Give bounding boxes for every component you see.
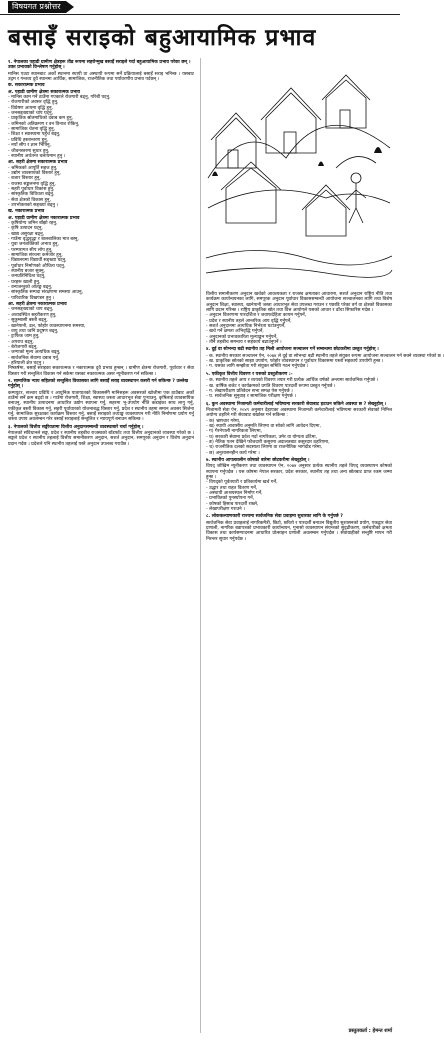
list-item: - क) भ्रष्टाचार गरेमा, bbox=[206, 418, 241, 424]
list-item: - कृषि उत्पादन घट्नु, bbox=[8, 226, 43, 232]
list-item: - श्रमिकको आपूर्ति सहज हुनु, bbox=[8, 165, 58, 171]
question-5-points bbox=[206, 378, 392, 399]
question-8-body: सार्वजनिक सेवा प्रवाहलाई नागरिकमैत्री, छिटो, छरितो र पारदर्शी बनाउन विद्युतीय सुशासनको प्रयोग, एकद्वार सेवा प्रणाली, नागरिक बडापत्रको प्रभावकारी कार्यान्वयन, गुनासो व्यवस्थापन संयन्त्रको सुदृढीकरण, कर्मचारीको क्षमता विकास तथा कार्यसम्पादनमा आधारित प्रोत्साहन प्रणाली अवलम्बन गर्नुपर्दछ । सेवाग्राहीको सन्तुष्टि मापन गरी निरन्तर सुधार गर्नुपर्दछ । bbox=[206, 520, 392, 542]
list-item: - उपभोक्ताको सङ्ख्या बढ्नु । bbox=[8, 202, 59, 208]
list-item: - शिक्षा र स्वास्थ्यमा पहुँच बढ्नु, bbox=[8, 132, 61, 138]
list-item: - अव्यवस्थित सहरीकरण हुनु, bbox=[8, 312, 57, 318]
list-item: - कोषको हिसाब पारदर्शी राख्ने, bbox=[206, 501, 259, 507]
list-item: - ख. प्राकृतिक स्रोतको साझा उपयोग, फोहोर व्यवस्थापन र पूर्वाधार विकासमा यस्तो सहकार्य उपयोगी हुन्छ । bbox=[206, 359, 384, 365]
list-item: - ग) गैरनेपाली नागरिकता लिएमा, bbox=[206, 429, 262, 435]
question-1-body: मानिस एउटा स्थानबाट अर्को स्थानमा स्थायी वा अस्थायी रूपमा सर्ने प्रक्रियालाई बसाइँ सराइ भनिन्छ । यसबाट उद्गम र गन्तव्य दुवै स्थानमा आर्थिक, सामाजिक, राजनीतिक तथा पर्यावरणीय प्रभाव पर्दछन् । bbox=[8, 71, 194, 83]
list-item: - स्थानीय बजार सुक्नु, bbox=[8, 269, 45, 275]
list-item: - च) राजनीतिक दलको सदस्यता लिएमा वा राजनीतिक भागदौड गरेमा, bbox=[206, 445, 323, 451]
list-item: - छ) अनुशासनहीन कार्य गरेमा । bbox=[206, 450, 260, 456]
author-credit: प्रस्तुतकर्ता : हेमन्त शर्मा bbox=[348, 1028, 392, 1034]
list-item: - सुकुम्बासी बस्ती बढ्नु, bbox=[8, 318, 48, 324]
question-4: ४. दुई वा सोभन्दा बढी स्थानीय तह मिली आयोजना सञ्चालन गर्ने सम्बन्धमा छोटकरीमा प्रस्तुत गर्नुहोस् । bbox=[206, 347, 379, 353]
list-item: - उद्योग व्यवसायको विस्तार हुनु, bbox=[8, 170, 61, 176]
section-heading: ख. नकारात्मक प्रभाव bbox=[8, 209, 45, 215]
list-item: - अनुदान वितरणमा पारदर्शिता र जवाफदेहिता कायम गर्नुपर्ने, bbox=[206, 313, 307, 319]
question-5: ५. एकीकृत वित्तीय विवरण र यसको प्रस्तुतीकरण :- bbox=[206, 371, 293, 377]
list-item: - अस्थायी आश्रयस्थल निर्माण गर्ने, bbox=[206, 491, 263, 497]
section-heading: आ. सहरी क्षेत्रमा सकारात्मक प्रभाव bbox=[8, 160, 68, 166]
question-7-body: विपद् जोखिम न्यूनीकरण तथा व्यवस्थापन ऐन, २०७४ अनुसार प्रत्येक स्थानीय तहले विपद् व्यवस्थापन कोषको स्थापना गर्नुपर्दछ । यस कोषमा नेपाल सरकार, प्रदेश सरकार, स्थानीय तह तथा अन्य स्रोतबाट प्राप्त रकम जम्मा हुन्छ । bbox=[206, 464, 392, 480]
question-1: १. नेपालका पहाडी ग्रामीण क्षेत्रहरू तीव्र रूपमा सहरोन्मुख बसाइँ सराइले गर्दा बहुआयामिक प्रभाव परेका छन् । उक्त प्रभावको विश्लेषण गर्नुहोस् । bbox=[8, 60, 191, 71]
list-item: - प्रभावितको पुनर्स्थापना गर्ने, bbox=[206, 496, 255, 502]
question-8: ८. लोककल्याणकारी राज्यमा सार्वजनिक सेवा प्रवाहमा सुधारका लागि के गर्नुपर्छ ? bbox=[206, 514, 343, 520]
list-item: - स्थानीय अर्थतन्त्र चलायमान हुनु । bbox=[8, 153, 66, 159]
question-2-body: कम्पयुटर, सञ्चार प्रविधि र आधुनिक यातायातको विकाससँगै मानिसहरू अवसरको खोजीमा एक ठाउँबाट अर्को ठाउँमा सर्ने क्रम बढ्दो छ । गाउँमा रोजगारी, शिक्षा, स्वास्थ्य जस्ता आधारभूत सेवा पुर्‍याउनु, कृषिलाई व्यावसायिक बनाउनु, स्थानीय उत्पादनमा आधारित उद्योग स्थापना गर्नु, सहरमा भू-उपयोग नीति कडाइका साथ लागु गर्नु, एकीकृत बस्ती विकास गर्नु, सहरी पूर्वाधारको योजनाबद्ध विस्तार गर्नु, प्रदेश र स्थानीय तहमा समान अवसर सिर्जना गर्नु, सामाजिक सुरक्षाका कार्यक्रम विस्तार गर्नु, बसाइँ सराइको तथ्याङ्क व्यवस्थापन गरी नीति निर्माणमा प्रयोग गर्नु जस्ता उपाय अवलम्बन गरेर बसाइँ सराइलाई सन्तुलित र न्यायपूर्ण बनाउन सकिन्छ । bbox=[8, 390, 194, 423]
question-6: ६. कुन अवस्थामा निजामती कर्मचारीलाई भविष्यमा सरकारी सेवाबाट हटाउन सकिने अवस्था छ ? लेख्नुहोस् । bbox=[206, 401, 387, 407]
list-item: - जीवनस्तरमा सुधार हुनु, bbox=[8, 148, 50, 154]
list-item: - राजस्व सङ्कलनमा वृद्धि हुनु, bbox=[8, 181, 56, 187]
list-item: - गाउँमा वृद्धवृद्धा र बालबालिका मात्र बस्नु, bbox=[8, 237, 79, 242]
list-item: - ग. लेखापरीक्षण प्रतिवेदन सभा समक्ष पेस गर्नुपर्छ । bbox=[206, 388, 293, 394]
list-item: - जनप्रतिनिधित्व घट्नु, bbox=[8, 274, 46, 280]
list-item: - ख) स्थायी आवासीय अनुमति लिएमा वा सोको लागि आवेदन दिएमा, bbox=[206, 423, 321, 429]
list-item: - सामाजिक संरचना कमजोर हुनु, bbox=[8, 253, 63, 259]
column-divider bbox=[200, 58, 201, 1033]
list-item: - सशर्त अनुदानमा अत्यधिक निर्भरता घटाउनुपर्ने, bbox=[206, 324, 286, 330]
question-7: ७. स्थानीय आपत्कालीन कोषको बारेमा छोटकरीमा लेख्नुहोस् । bbox=[206, 457, 310, 463]
list-item: - प्रदेश र स्थानीय तहले आन्तरिक आय वृद्धि गर्नुपर्ने, bbox=[206, 318, 292, 324]
list-item: - पारिवारिक विखण्डन हुनु । bbox=[8, 295, 55, 301]
list-item: - विपद्‍को पूर्वतयारी र प्रतिकार्यमा खर्च गर्ने, bbox=[206, 480, 278, 486]
list-item: - खानेपानी, ढल, फोहोर व्यवस्थापनमा समस्या, bbox=[8, 323, 86, 329]
list-item: - वन्यजन्तुको आतङ्क बढ्नु, bbox=[8, 285, 53, 291]
list-item: - लेखापरीक्षण गराउने । bbox=[206, 507, 245, 513]
list-item: - सार्वजनिक सेवामा दबाब पर्नु, bbox=[8, 355, 60, 361]
header-bar bbox=[0, 0, 400, 15]
list-item: - सामाजिक चेतना वृद्धि हुनु, bbox=[8, 127, 55, 133]
section-heading: अ. पहाडी ग्रामीण क्षेत्रमा नकारात्मक प्रभाव bbox=[8, 215, 80, 221]
list-item: - पूर्वाधार निर्माणको औचित्य घट्नु, bbox=[8, 263, 66, 269]
list-item: - युवा जनशक्तिको अभाव हुनु, bbox=[8, 242, 59, 248]
list-item: - घ. सार्वजनिक सुनुवाइ र सामाजिक परीक्षण गर्नुपर्छ । bbox=[206, 394, 296, 400]
list-item: - सेवा क्षेत्रको विकास हुनु, bbox=[8, 197, 51, 203]
list-item: - ग. यसका लागि सम्झौता गरी संयुक्त समिति गठन गर्नुपर्दछ । bbox=[206, 364, 309, 370]
list-item: - हरियाली क्षेत्र घट्नु । bbox=[8, 360, 45, 366]
list-item: - सांस्कृतिक सम्पदा संरक्षणमा समस्या आउनु, bbox=[8, 290, 83, 296]
list-item: - विप्रेषण आयमा वृद्धि हुनु, bbox=[8, 105, 53, 111]
list-item: - अपराध बढ्नु, bbox=[8, 339, 34, 345]
list-item: - बजार विस्तार हुनु, bbox=[8, 176, 41, 182]
list-item: - तीनै तहबीच समन्वय र सहकार्य बढाउनुपर्ने । bbox=[206, 340, 282, 346]
list-item: - नयाँ सीप र ज्ञान भित्रिनु, bbox=[8, 143, 51, 149]
list-item: - क. स्थानीय तहले आय र व्ययको विवरण तयार गरी प्रत्येक आर्थिक वर्षको अन्त्यमा सार्वजनिक गर्नुपर्छ । bbox=[206, 378, 379, 384]
question-3-body: नेपालको संविधानले सङ्घ, प्रदेश र स्थानीय तहबीच राजस्वको बाँडफाँट तथा वित्तीय अनुदानको व्यवस्था गरेको छ । सङ्घले प्रदेश र स्थानीय तहलाई वित्तीय समानीकरण अनुदान, सशर्त अनुदान, समपूरक अनुदान र विशेष अनुदान प्रदान गर्दछ । प्रदेशले पनि स्थानीय तहलाई यस्तै अनुदान उपलब्ध गराउँछ । bbox=[8, 431, 194, 447]
list-item: - कृषियोग्य जमिन बाँझो रहनु, bbox=[8, 220, 58, 226]
article-title: बसाइँ सराइको बहुआयामिक प्रभाव bbox=[8, 25, 317, 51]
village-illustration bbox=[206, 58, 392, 286]
list-item: - रोजगारीको अवसर वृद्धि हुनु, bbox=[8, 100, 59, 106]
list-item: - घरहरू खाली हुनु, bbox=[8, 279, 41, 285]
list-item: - ख. वार्षिक बजेट र कार्यक्रमको प्रगति विवरण पारदर्शी रूपमा प्रस्तुत गर्नुपर्छ । bbox=[206, 383, 336, 389]
question-6-body: निजामती सेवा ऐन, २०४९ अनुसार देहायका अवस्थामा निजामती कर्मचारीलाई भविष्यमा सरकारी सेवाको निमित्त अयोग्य ठहरिने गरी सेवाबाट बर्खास्त गर्न सकिन्छ : bbox=[206, 407, 392, 419]
list-item: - ङ) नैतिक पतन देखिने फौजदारी कसुरमा अदालतबाट कसुरदार ठहरिएमा, bbox=[206, 439, 330, 445]
list-item: - जग्गाको मूल्य अत्यधिक बढ्नु, bbox=[8, 350, 61, 356]
list-item: - सहरी पूर्वाधार विकास हुनु, bbox=[8, 186, 55, 192]
list-item: - प्राकृतिक स्रोतमाथिको दबाब कम हुनु, bbox=[8, 116, 73, 122]
question-4-points bbox=[206, 353, 444, 370]
question-3-continued: वित्तीय समानीकरण अनुदान खर्चको आवश्यकता र राजस्व क्षमताका आधारमा, सशर्त अनुदान राष्ट्रिय नीति तथा कार्यक्रम कार्यान्वयनका लागि, समपूरक अनुदान पूर्वाधार विकाससम्बन्धी आयोजना सञ्चालनका लागि तथा विशेष अनुदान शिक्षा, स्वास्थ्य, खानेपानी जस्ता आधारभूत सेवा उपलब्ध गराउन र पछाडि परेका वर्ग वा क्षेत्रको विकासका लागि प्रदान गरिन्छ । राष्ट्रिय प्राकृतिक स्रोत तथा वित्त आयोगले यसको आधार र ढाँचा सिफारिस गर्दछ । bbox=[206, 292, 392, 314]
list-item: - मानिस काम गर्ने ठाउँमा गएकाले रोजगारी बढ्नु, गरिबी घट्नु, bbox=[8, 95, 111, 101]
list-item: - अनुदानको प्रभावकारिता मूल्याङ्कन गर्नुपर्ने, bbox=[206, 334, 278, 340]
list-item: - उद्धार तथा राहत वितरण गर्ने, bbox=[206, 485, 258, 491]
question-3: ३. नेपालको वित्तीय सङ्घीयतामा वित्तीय अनुदानसम्बन्धी व्यवस्थाबारे चर्चा गर्नुहोस् । bbox=[8, 424, 144, 430]
section-heading: अ. पहाडी ग्रामीण क्षेत्रमा सकारात्मक प्रभाव bbox=[8, 89, 80, 95]
list-item: - क. स्थानीय सरकार सञ्चालन ऐन, २०७४ ले दुई वा सोभन्दा बढी स्थानीय तहले संयुक्त रूपमा आयोजना सञ्चालन गर्न सक्ने व्यवस्था गरेको छ । bbox=[206, 353, 444, 359]
list-item: - खर्च गर्ने क्षमता अभिवृद्धि गर्नुपर्ने, bbox=[206, 329, 264, 335]
list-item: - घ) सरकारी सेवामा प्रवेश गर्दा नागरिकता, उमेर वा योग्यता ढाँटेमा, bbox=[206, 434, 318, 440]
header-rule bbox=[0, 14, 400, 15]
list-item: - विद्यालयमा विद्यार्थी सङ्ख्या घट्नु, bbox=[8, 258, 67, 264]
question-1-conclusion: निष्कर्षमा, बसाइँ सराइका सकारात्मक र नकारात्मक दुवै प्रभाव हुन्छन् । ग्रामीण क्षेत्रमा रोजगारी, पूर्वाधार र सेवा विस्तार गरी सन्तुलित विकास गर्न सकेमा यसका नकारात्मक असर न्यूनीकरण गर्न सकिन्छ । bbox=[8, 366, 194, 377]
list-item: - बेरोजगारी बढ्नु, bbox=[8, 344, 38, 350]
question-6-points bbox=[206, 419, 392, 456]
question-3-points bbox=[206, 313, 392, 345]
list-item: - ट्राफिक जाम हुनु, bbox=[8, 334, 40, 340]
list-item: - प्रविधि हस्तान्तरण हुनु, bbox=[8, 137, 49, 143]
list-item: - जनसङ्ख्याको चाप घट्नु, bbox=[8, 111, 54, 117]
list-item: - जमिनको अतिक्रमण र वन विनाश रोकिनु, bbox=[8, 121, 80, 127]
list-item: - सांस्कृतिक विविधता बढ्नु, bbox=[8, 192, 55, 198]
list-item: - जनसङ्ख्याको चाप बढ्नु, bbox=[8, 307, 54, 313]
section-heading: क. सकारात्मक प्रभाव bbox=[8, 83, 45, 89]
question-7-points bbox=[206, 480, 392, 512]
list-item: - खाद्य असुरक्षा बढ्नु, bbox=[8, 231, 45, 237]
list-item: - वायु तथा ध्वनि प्रदूषण बढ्नु, bbox=[8, 328, 59, 334]
list-item: - परम्परागत सीप लोप हुनु, bbox=[8, 247, 53, 253]
column-right bbox=[206, 292, 444, 1038]
section-tag: विषयगत प्रश्नोत्तर bbox=[8, 1, 66, 13]
question-1-sections bbox=[8, 83, 194, 366]
question-2: २. सामाजिक न्याय सहितको सन्तुलित विकासका लागि बसाइँ सराइ व्यवस्थापन कसरी गर्न सकिन्छ ? उल्लेख गर्नुहोस् । bbox=[8, 378, 188, 390]
section-heading: आ. सहरी क्षेत्रमा नकारात्मक प्रभाव bbox=[8, 302, 67, 308]
column-left bbox=[8, 58, 194, 1038]
